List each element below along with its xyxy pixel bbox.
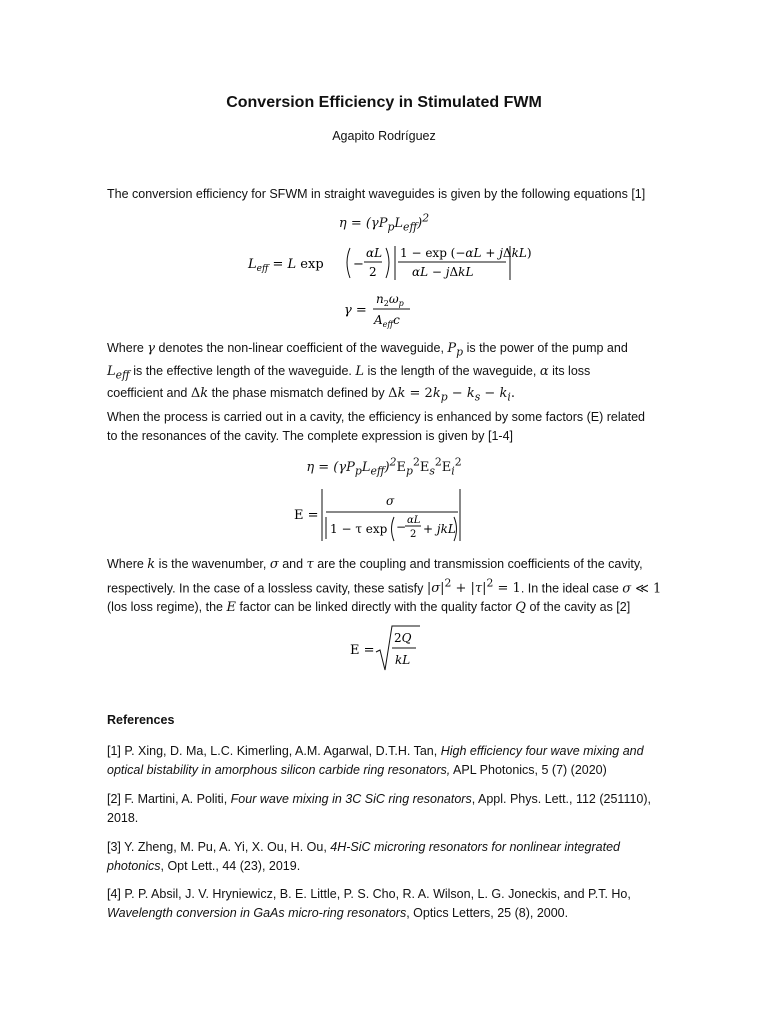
reference-4: [4] P. P. Absil, J. V. Hryniewicz, B. E. Little, P. S. Cho, R. A. Wilson, L. G. Joneckis, and P.T. Ho, Wavelength conversion in GaAs micro-ring resonators, Optics Letters, 25 (8), 2000. [107,887,631,920]
reference-3: [3] Y. Zheng, M. Pu, A. Yi, X. Ou, H. Ou, 4H-SiC microring resonators for nonlinear integrated photonics, Opt Lett., 44 (23), 2019. [107,840,620,873]
paragraph-definitions-line2: $L_{eff}$ is the effective length of the waveguide. L is the length of the waveguide, α its loss [107,363,591,382]
svg-text:kL: kL [395,653,411,667]
reference-1: [1] P. Xing, D. Ma, L.C. Kimerling, A.M. Agarwal, D.T.H. Tan, High efficiency four wave mixing and optical bistability in amorphous silicon carbide ring resonators, APL Photonics, 5 (7) (2020) [107,744,644,777]
paragraph-coefficients [107,555,667,617]
paragraph-coefficients-line3: (los loss regime), the E factor can be linked directly with the quality factor Q of the cavity as [2] [107,600,631,616]
paragraph-cavity [107,408,667,446]
svg-text:σ: σ [386,494,395,508]
paragraph-coefficients-line1: Where k is the wavenumber, σ and τ are the coupling and transmission coefficients of the cavity, [107,557,643,572]
svg-text:Aeffc: $A_{eff}c$ [374,313,400,329]
svg-text:αL − jΔkL: αL − jΔkL [412,265,474,279]
svg-text:E =: E = [350,643,375,658]
svg-text:−: − [396,520,407,534]
svg-text:2: 2 [410,529,417,540]
equation-efficiency [0,212,768,234]
svg-text:−: − [353,257,364,272]
svg-text:2Q: 2Q [394,631,412,645]
paragraph-cavity-line2: to the resonances of the cavity. The complete expression is given by [1-4] [107,429,514,443]
paragraph-coefficients-line2: respectively. In the case of a lossless cavity, these satisfy $|\sigma|^2 + |\tau|^2 = 1$. In the ideal case σ ≪ 1 [107,577,662,597]
svg-text:Leff = L exp: $L_{eff} = L$ exp [248,257,324,274]
equation-gamma [340,288,440,332]
svg-text:E =: E = [294,508,319,523]
equation-quality-factor [348,622,428,674]
document-title: Conversion Efficiency in Stimulated FWM [226,94,542,111]
equation-effective-length [240,240,540,284]
equation-enhancement-factor [290,485,480,545]
svg-text:n2ωp: $n_2\omega_p$ [376,292,404,308]
svg-text:2: 2 [369,265,377,279]
svg-text:1 − τ exp: 1 − τ exp [330,522,388,536]
paragraph-definitions-line1: Where γ denotes the non-linear coefficient of the waveguide, $P_p$ is the power of the pump and [107,341,628,359]
paragraph-definitions [107,339,667,407]
references-heading: References [107,713,175,727]
equation-efficiency-text: $\eta = (\gamma P_pL_{eff})^2$ [338,212,430,234]
reference-2: [2] F. Martini, A. Politi, Four wave mixing in 3C SiC ring resonators, Appl. Phys. Lett., 112 (251110), 2018. [107,792,652,825]
author-name: Agapito Rodríguez [332,129,436,143]
svg-text:αL: αL [366,246,383,260]
intro-paragraph: The conversion efficiency for SFWM in straight waveguides is given by the following equations [1] [107,187,646,201]
svg-text:+ jkL: + jkL [423,522,456,536]
svg-text:γ =: γ = [344,303,367,318]
svg-text:αL: αL [407,515,421,526]
svg-text:1 − exp (−αL + jΔkL): 1 − exp (−αL + jΔkL) [400,246,532,260]
paragraph-definitions-line3: coefficient and Δk the phase mismatch defined by $\Delta k = 2k_p - k_s - k_i$. [107,386,515,404]
equation-cavity-efficiency: $\eta = (\gamma P_pL_{eff})^2E_p^2E_s^2E_i^2$ [306,456,462,478]
paragraph-cavity-line1: When the process is carried out in a cavity, the efficiency is enhanced by some factors (E) related [107,410,645,424]
